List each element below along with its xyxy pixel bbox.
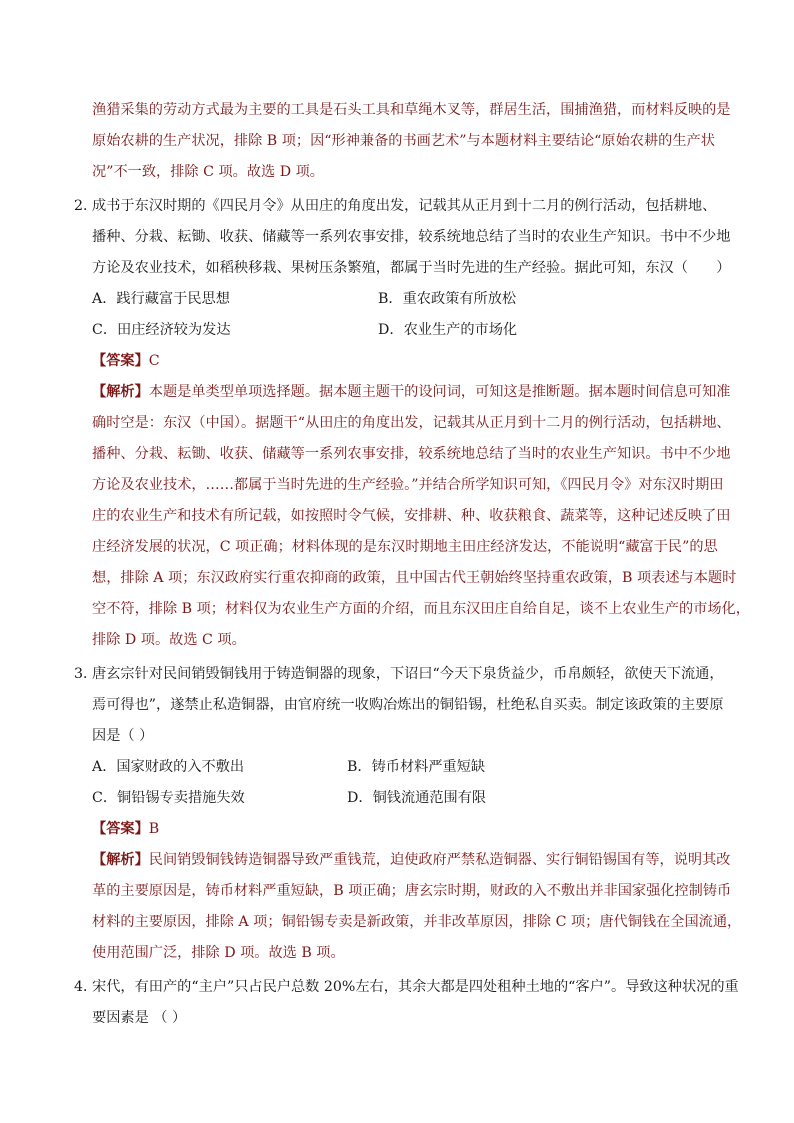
question-stem-line: 方论及农业技术，如稻秧移栽、果树压条繁殖，都属于当时先进的生产经验。据此可知，东汉（ ） xyxy=(92,260,731,276)
analysis-line: 播种、分栽、耘锄、收获、储藏等一系列农事安排，较系统地总结了当时的农业生产知识。书中不少地 xyxy=(92,446,731,462)
question-stem-line: 唐玄宗针对民间销毁铜钱用于铸造铜器的现象，下诏曰“今天下泉货益少，币帛颇轻，欲使天下流通， xyxy=(92,666,724,682)
analysis-line: 庄的农业生产和技术有所记载，如按照时令气候，安排耕、种、收获粮食、蔬菜等，这种记述反映了田 xyxy=(92,508,731,524)
option-c: C．铜铅锡专卖措施失效 xyxy=(92,790,245,806)
question-stem-line: 播种、分栽、耘锄、收获、储藏等一系列农事安排，较系统地总结了当时的农业生产知识。书中不少地 xyxy=(92,229,731,245)
analysis-text: 本题是单类型单项选择题。据本题主题干的设问词，可知这是推断题。据本题时间信息可知准 xyxy=(148,384,731,400)
analysis-line: 想，排除 A 项；东汉政府实行重农抑商的政策，且中国古代王朝始终坚持重农政策，B 项表述与本题时 xyxy=(92,570,737,586)
analysis-line: 确时空是：东汉（中国）。据题干“从田庄的角度出发，记载其从正月到十二月的例行活动，包括耕地、 xyxy=(92,415,731,431)
question-number: 4． xyxy=(74,979,98,995)
answer-line xyxy=(92,819,159,839)
question-stem-line: 成书于东汉时期的《四民月令》从田庄的角度出发，记载其从正月到十二月的例行活动，包括耕地、 xyxy=(92,198,717,214)
question-stem-line: 宋代，有田产的“主户”只占民户总数 20%左右，其余大都是四处租种土地的“客户”。导致这种状况的重 xyxy=(92,979,739,995)
analysis-line: 使用范围广泛，排除 D 项。故选 B 项。 xyxy=(92,945,345,961)
question-stem-line: 焉可得也”，遂禁止私造铜器，由官府统一收购冶炼出的铜铅锡，杜绝私自买卖。制定该政策的主要原 xyxy=(92,697,724,713)
answer-value: C xyxy=(148,353,160,369)
option-a: A．国家财政的入不敷出 xyxy=(92,759,245,775)
analysis-line: 材料的主要原因，排除 A 项；铜铅锡专卖是新政策，并非改革原因，排除 C 项；唐代铜钱在全国流通， xyxy=(92,914,742,930)
analysis-line: 方论及农业技术，……都属于当时先进的生产经验。”并结合所学知识可知，《四民月令》对东汉时期田 xyxy=(92,477,724,493)
answer-label: 【答案】 xyxy=(92,821,149,837)
answer-line xyxy=(92,351,160,371)
option-b: B．重农政策有所放松 xyxy=(378,291,517,307)
option-b: B．铸币材料严重短缺 xyxy=(347,759,486,775)
analysis-text: 民间销毁铜钱铸造铜器导致严重钱荒，迫使政府严禁私造铜器、实行铜铅锡国有等，说明其改 xyxy=(148,852,731,868)
question-number: 3． xyxy=(74,666,98,682)
analysis-line: 空不符，排除 B 项；材料仅为农业生产方面的介绍，而且东汉田庄自给自足，谈不上农业生产的市场化， xyxy=(92,601,750,617)
option-a: A．践行藏富于民思想 xyxy=(92,291,230,307)
question-number: 2． xyxy=(74,198,98,214)
question-stem-line: 因是（ ） xyxy=(92,728,154,744)
analysis-label: 【解析】 xyxy=(92,852,149,868)
analysis-label: 【解析】 xyxy=(92,384,149,400)
option-d: D．农业生产的市场化 xyxy=(378,322,518,338)
option-d: D．铜钱流通范围有限 xyxy=(347,790,487,806)
q1-analysis-line: 渔猎采集的劳动方式最为主要的工具是石头工具和草绳木叉等，群居生活，围捕渔猎，而材料反映的是 xyxy=(92,102,731,118)
answer-value: B xyxy=(148,821,160,837)
option-c: C．田庄经济较为发达 xyxy=(92,322,231,338)
analysis-line xyxy=(92,382,730,402)
answer-label: 【答案】 xyxy=(92,353,149,369)
question-stem-line: 要因素是 （ ） xyxy=(92,1010,187,1026)
analysis-line: 庄经济发展的状况，C 项正确；材料体现的是东汉时期地主田庄经济发达，不能说明“藏富于民”的思 xyxy=(92,539,718,555)
analysis-line xyxy=(92,850,730,870)
q1-analysis-line: 况”不一致，排除 C 项。故选 D 项。 xyxy=(92,164,324,180)
analysis-line: 排除 D 项。故选 C 项。 xyxy=(92,632,246,648)
analysis-line: 革的主要原因是，铸币材料严重短缺，B 项正确；唐玄宗时期，财政的入不敷出并非国家强化控制铸币 xyxy=(92,883,732,899)
q1-analysis-line: 原始农耕的生产状况，排除 B 项；因“形神兼备的书画艺术”与本题材料主要结论“原始农耕的生产状 xyxy=(92,133,715,149)
